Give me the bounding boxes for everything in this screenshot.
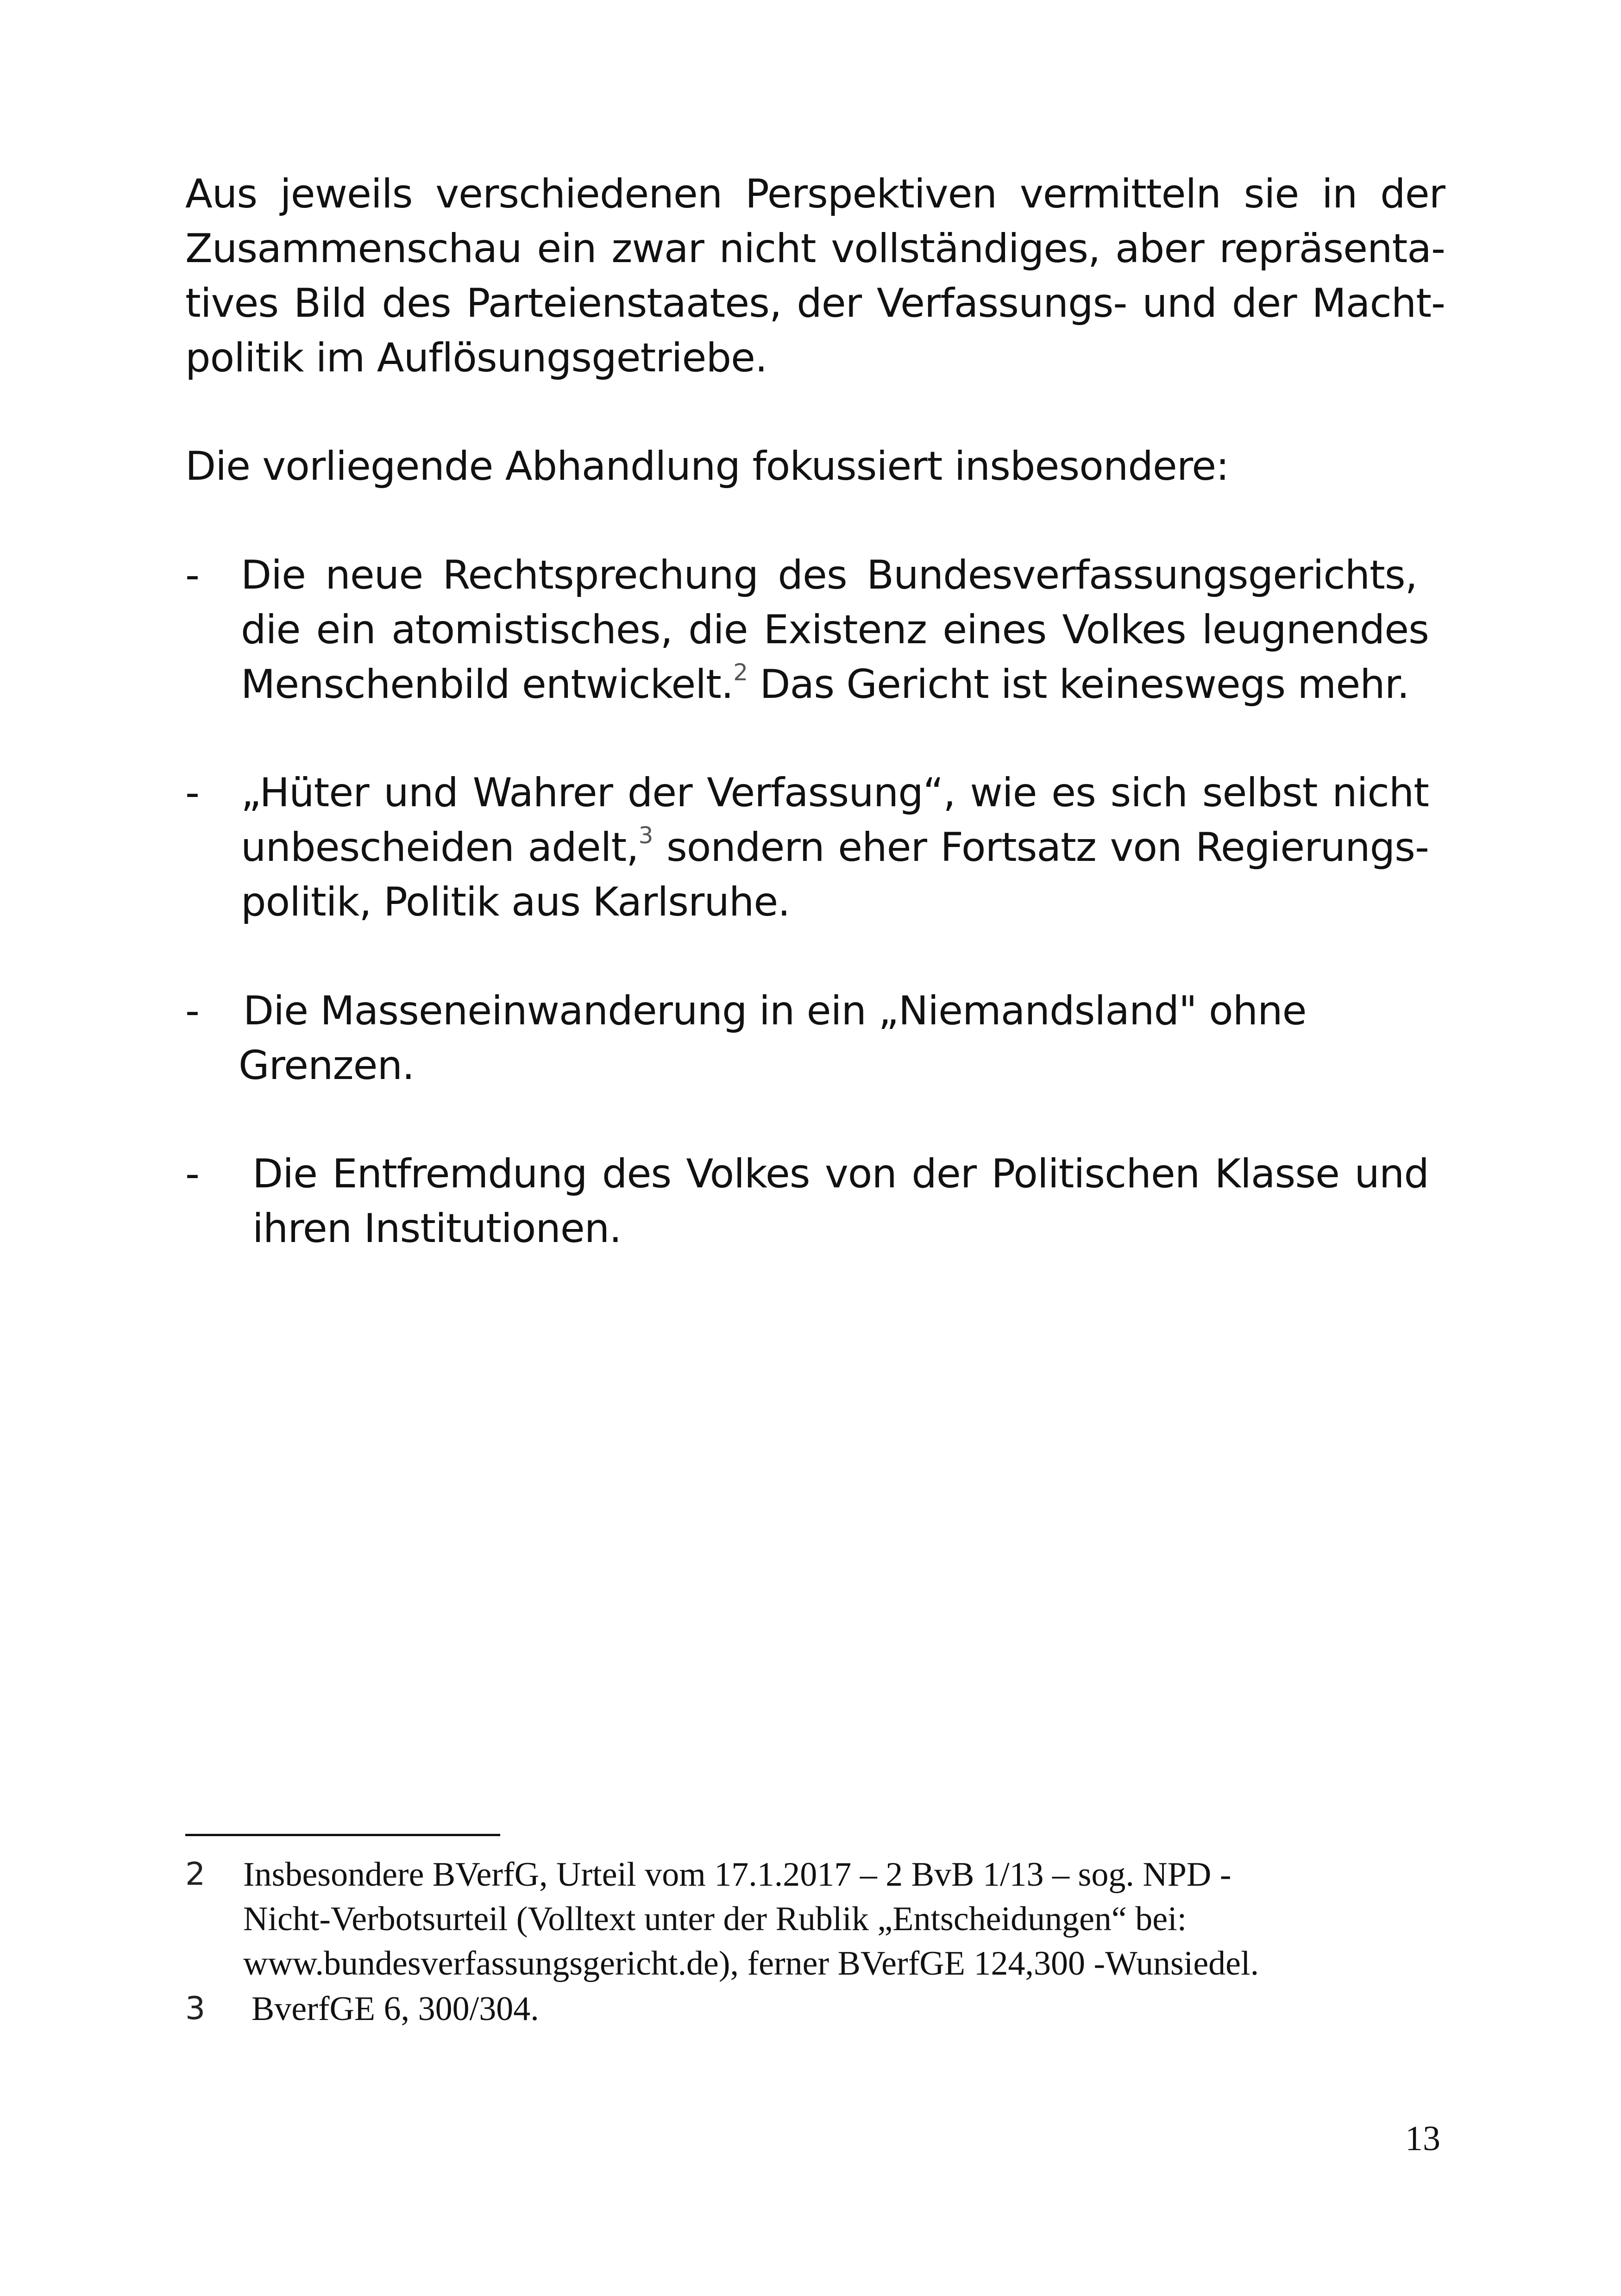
bullet-2-line-3: politik, Politik aus Karlsruhe. (241, 879, 790, 925)
bullet-1-line-3 (241, 657, 1409, 712)
intro-line-1: Aus jeweils verschiedenen Perspektiven vermitteln sie in der (185, 171, 1445, 217)
footnote-number-2: 2 (185, 1856, 206, 1893)
bullet-2-line-1: „Hüter und Wahrer der Verfassung“, wie es sich selbst nicht (241, 770, 1429, 816)
footnote-reference-2[interactable]: 2 (733, 659, 748, 686)
intro-line-3: tives Bild des Parteienstaates, der Verfassungs- und der Macht- (185, 280, 1445, 326)
bullet-2-line-2-text: unbescheiden adelt, (241, 824, 639, 871)
bullet-1-line-3-rest: Das Gericht ist keineswegs mehr. (748, 661, 1409, 708)
footnote-reference-3[interactable]: 3 (638, 822, 653, 849)
bullet-3-line-1: Die Masseneinwanderung in ein „Niemandsland" ohne (243, 988, 1307, 1034)
bullet-1-line-3-text: Menschenbild entwickelt. (241, 661, 734, 708)
bullet-dash: - (185, 552, 200, 598)
bullet-dash: - (185, 988, 200, 1034)
bullet-1-line-1: Die neue Rechtsprechung des Bundesverfassungsgerichts, (241, 552, 1417, 598)
footnote-2-line-2: Nicht-Verbotsurteil (Volltext unter der Rublik „Entscheidungen“ bei: (243, 1900, 1187, 1938)
footnote-3-line-1: BverfGE 6, 300/304. (251, 1990, 539, 2028)
bullet-dash: - (185, 1151, 200, 1197)
footnote-2-line-3: www.bundesverfassungsgericht.de), ferner BVerfGE 124,300 -Wunsiedel. (243, 1945, 1259, 1982)
bullet-2-line-2-rest: sondern eher Fortsatz von Regierungs- (653, 824, 1429, 871)
bullet-4-line-1: Die Entfremdung des Volkes von der Politischen Klasse und (252, 1151, 1429, 1197)
bullet-dash: - (185, 770, 200, 816)
bullet-3-line-2: Grenzen. (239, 1042, 415, 1089)
footnote-2-line-1: Insbesondere BVerfG, Urteil vom 17.1.2017 – 2 BvB 1/13 – sog. NPD - (243, 1856, 1231, 1894)
bullet-1-line-2: die ein atomistisches, die Existenz eines Volkes leugnendes (241, 607, 1429, 653)
footnote-separator (185, 1834, 500, 1836)
intro-line-2: Zusammenschau ein zwar nicht vollständiges, aber repräsenta- (185, 226, 1445, 272)
page-number: 13 (1405, 2119, 1440, 2158)
footnote-number-3: 3 (185, 1990, 206, 2027)
bullet-2-line-2 (241, 820, 1429, 875)
bullet-4-line-2: ihren Institutionen. (252, 1205, 622, 1252)
focus-heading: Die vorliegende Abhandlung fokussiert insbesondere: (185, 443, 1229, 489)
intro-line-4: politik im Auflösungsgetriebe. (185, 335, 767, 381)
